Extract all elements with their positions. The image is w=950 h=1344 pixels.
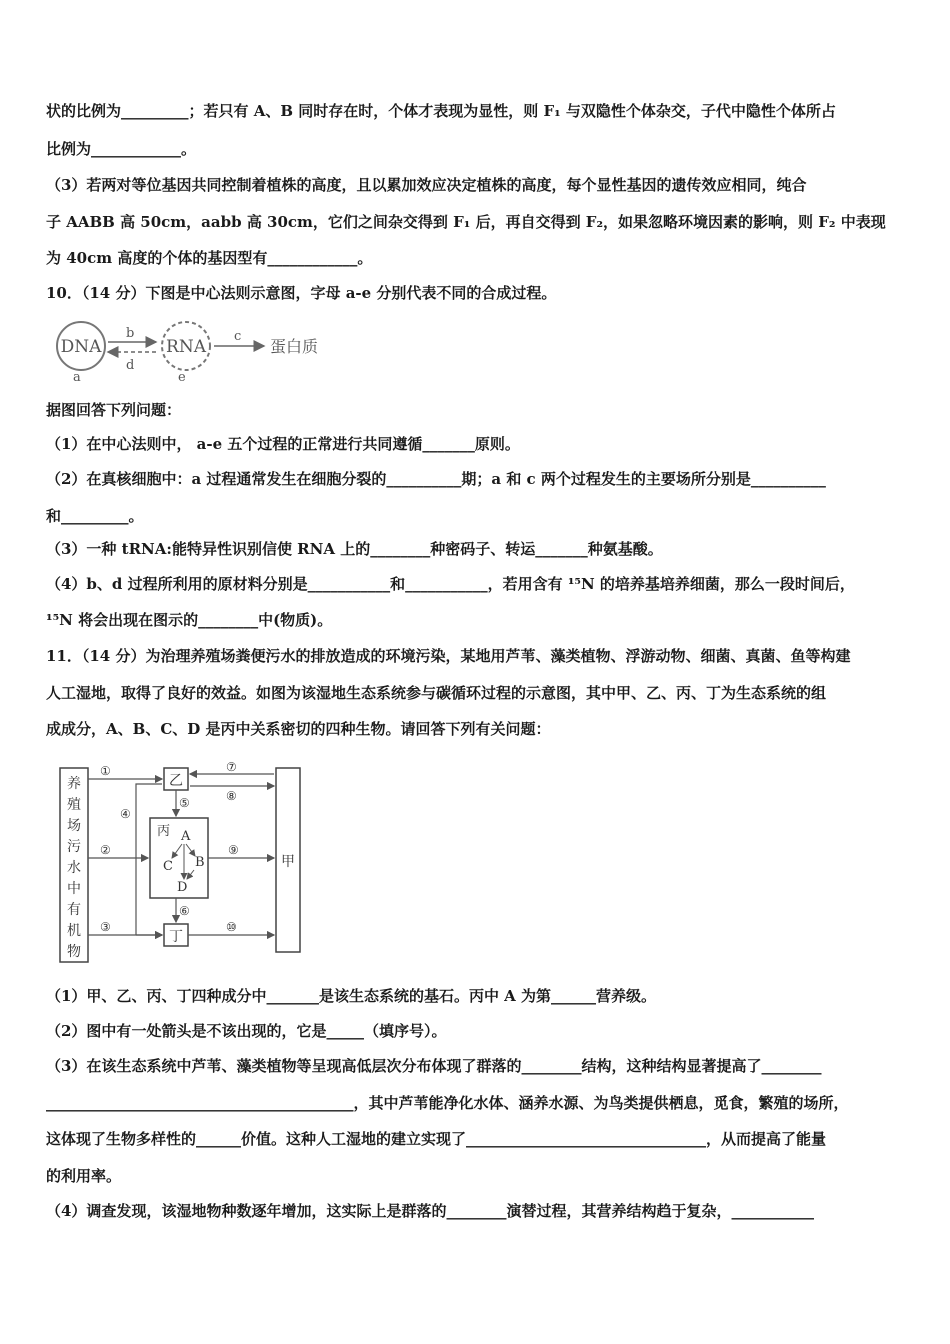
source-char: 有 <box>67 902 81 918</box>
text-line: （3）一种 tRNA:能特异性识别信使 RNA 上的________种密码子、转运_______种氨基酸。 <box>46 540 663 558</box>
text-line: （3）在该生态系统中芦苇、藻类植物等呈现高低层次分布体现了群落的________结构，这种结构显著提高了________ <box>46 1057 822 1075</box>
arrow-label: ⑨ <box>228 843 239 857</box>
arrow-label: ① <box>100 764 111 778</box>
text-line: 子 AABB 高 50cm，aabb 高 30cm，它们之间杂交得到 F₁ 后，再自交得到 F₂，如果忽略环境因素的影响，则 F₂ 中表现 <box>46 213 886 231</box>
source-char: 物 <box>67 944 81 960</box>
protein-node: 蛋白质 <box>270 337 319 356</box>
arrow-label: ⑥ <box>179 904 190 918</box>
arrow-label: ③ <box>100 920 111 934</box>
question-10-heading: 10．（14 分）下图是中心法则示意图，字母 a-e 分别代表不同的合成过程。 <box>46 284 557 302</box>
node-jia: 甲 <box>281 854 295 870</box>
text-line: （2）图中有一处箭头是不该出现的，它是_____（填序号）。 <box>46 1022 447 1040</box>
source-char: 场 <box>67 818 81 834</box>
node-yi: 乙 <box>169 773 183 789</box>
inner-c: C <box>163 859 173 874</box>
arrow-label: ⑩ <box>226 920 237 934</box>
text-line: 比例为____________。 <box>46 140 197 158</box>
text-line: 据图回答下列问题： <box>46 401 182 419</box>
inner-b: B <box>195 855 205 870</box>
text-line: 人工湿地，取得了良好的效益。如图为该湿地生态系统参与碳循环过程的示意图，其中甲、乙、丙、丁为生态系统的组 <box>46 684 827 702</box>
text-line: （3）若两对等位基因共同控制着植株的高度，且以累加效应决定植株的高度，每个显性基因的遗传效应相同，纯合 <box>46 176 807 194</box>
label-c: c <box>234 329 242 344</box>
text-line: （1）甲、乙、丙、丁四种成分中_______是该生态系统的基石。丙中 A 为第______营养级。 <box>46 987 657 1005</box>
node-ding: 丁 <box>169 929 183 945</box>
label-b: b <box>126 326 135 341</box>
text-line: （4）b、d 过程所利用的原材料分别是___________和___________，若用含有 ¹⁵N 的培养基培养细菌，那么一段时间后， <box>46 575 855 593</box>
inner-d: D <box>177 880 188 895</box>
text-line: _________________________________________，其中芦苇能净化水体、涵养水源、为鸟类提供栖息，觅食，繁殖的场所， <box>46 1094 849 1112</box>
arrow-label: ⑤ <box>179 796 190 810</box>
text-line: （1）在中心法则中， a-e 五个过程的正常进行共同遵循_______原则。 <box>46 435 520 453</box>
text-line: 这体现了生物多样性的______价值。这种人工湿地的建立实现了________________________________，从而提高了能量 <box>46 1130 827 1148</box>
rna-node: RNA <box>166 337 206 357</box>
arrow-label: ⑧ <box>226 789 237 803</box>
node-bing: 丙 <box>157 824 171 839</box>
text-line: 状的比例为_________；若只有 A、B 同时存在时，个体才表现为显性，则 F₁ 与双隐性个体杂交，子代中隐性个体所占 <box>46 102 836 120</box>
text-line: 为 40cm 高度的个体的基因型有____________。 <box>46 249 373 267</box>
source-char: 养 <box>67 776 81 792</box>
arrow-label: ④ <box>120 807 131 821</box>
source-char: 中 <box>67 881 81 897</box>
text-line: 成成分，A、B、C、D 是丙中关系密切的四种生物。请回答下列有关问题： <box>46 720 551 738</box>
source-char: 机 <box>67 923 81 939</box>
label-a: a <box>73 370 81 384</box>
text-line: （2）在真核细胞中：a 过程通常发生在细胞分裂的__________期；a 和 c 两个过程发生的主要场所分别是__________ <box>46 470 826 488</box>
source-char: 殖 <box>67 797 81 813</box>
text-line: 和_________。 <box>46 507 144 525</box>
text-line: ¹⁵N 将会出现在图示的________中(物质)。 <box>46 611 333 629</box>
carbon-cycle-diagram <box>58 760 308 966</box>
dna-node: DNA <box>60 337 102 357</box>
text-line: 的利用率。 <box>46 1167 122 1185</box>
question-11-heading: 11．（14 分）为治理养殖场粪便污水的排放造成的环境污染，某地用芦苇、藻类植物、浮游动物、细菌、真菌、鱼等构建 <box>46 647 851 665</box>
label-e: e <box>178 370 186 384</box>
source-char: 水 <box>67 860 81 876</box>
arrow-label: ⑦ <box>226 760 237 774</box>
text-line: （4）调查发现，该湿地物种数逐年增加，这实际上是群落的________演替过程，其营养结构趋于复杂，___________ <box>46 1202 814 1220</box>
source-char: 污 <box>67 839 81 855</box>
inner-a: A <box>181 829 191 844</box>
arrow-label: ② <box>100 843 111 857</box>
central-dogma-diagram <box>46 312 346 384</box>
label-d: d <box>126 358 135 373</box>
